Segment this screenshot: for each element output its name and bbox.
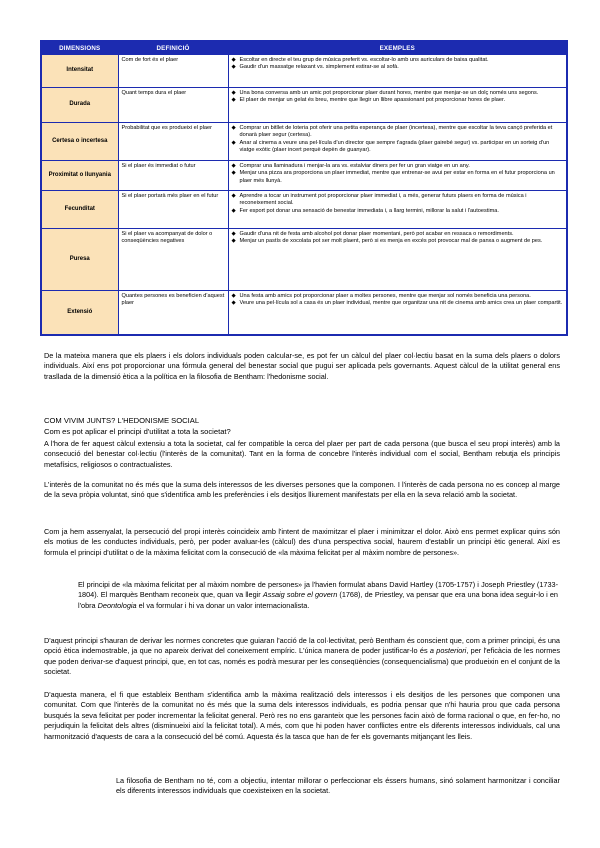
paragraph-text: , per l'eficàcia de les normes que poden derivar-se d'aquest principi, que, en tot cas, només es podrà mesurar per les conseqüències (consequencialisma) que produeixin en el conjunt de la societat. (44, 646, 560, 677)
examples-cell (228, 161, 567, 191)
definition-cell: Probabilitat que es produeixi el plaer (118, 123, 228, 161)
examples-cell (228, 55, 567, 88)
example-item (231, 163, 564, 170)
example-item (231, 238, 564, 245)
paragraph-individual-social: A l'hora de fer aquest càlcul extensiu a tota la societat, cal fer compatible la cerca del plaer per part de cada persona (que busca el seu propi interès) amb la consecució del benestar col·lectiu (l'interès de la comunitat). Tant en la forma de concebre l'interès individual com el social, Bentham rebutja els principis metafísics, religiosos o contractualistes. (44, 439, 560, 469)
example-text: Comprar una llaminadura i menjar-la ara vs. estalviar diners per fer un gran viatge en un any. (239, 163, 470, 169)
header-dimension: DIMENSIONS (41, 41, 118, 55)
dimension-cell: Certesa o incertesa (41, 123, 118, 161)
work-title: Deontologia (97, 600, 137, 610)
examples-cell (228, 88, 567, 123)
example-text: El plaer de menjar un gelat és breu, mentre que llegir un llibre apassionant pot proporcionar hores de plaer. (239, 97, 506, 104)
example-text: Gaudir d'un massatge relaxant vs. simplement estirar-se al sofà. (239, 64, 399, 71)
dimension-cell: Proximitat o llunyania (41, 161, 118, 191)
example-text: Gaudir d'una nit de festa amb alcohol pot donar plaer momentani, però pot acabar en ressaca o remordiments. (239, 231, 514, 237)
definition-cell: Si el plaer portarà més plaer en el futur (118, 191, 228, 229)
bullet-icon: ◆ (231, 57, 236, 63)
table-row (41, 161, 567, 191)
note-text: El principi de «la màxima felicitat per al màxim nombre de persones» ja l'havien formulat abans David Hartley (1705-1757) i Joseph Priestley (1733-1804). El marquès Bentham reconeix que, quan va llegir (78, 580, 558, 600)
example-item (231, 193, 564, 208)
historical-note (78, 580, 558, 611)
examples-cell (228, 291, 567, 335)
bullet-icon: ◆ (231, 125, 236, 131)
bullet-icon: ◆ (231, 97, 236, 104)
example-item (231, 125, 564, 140)
table-container (40, 40, 566, 336)
bullet-icon: ◆ (231, 90, 236, 96)
examples-cell (228, 191, 567, 229)
table-row (41, 229, 567, 291)
dimension-cell: Durada (41, 88, 118, 123)
note-text: el va formular i hi va donar un valor internacionalista. (136, 600, 310, 610)
section-title: COM VIVIM JUNTS? L'HEDONISME SOCIAL (44, 416, 200, 425)
example-text: Menjar una pizza ara proporciona un plaer immediat, mentre que entrenar-se avui per estar en forma en el futur proporciona un plaer més llunyà. (239, 170, 555, 184)
bullet-icon: ◆ (231, 293, 236, 299)
example-text: Fer esport pot donar una sensació de benestar immediata i, a llarg termini, millorar la salut i l'autoestima. (239, 207, 499, 214)
example-item (231, 300, 564, 307)
bullet-icon: ◆ (231, 207, 236, 214)
example-text: Una festa amb amics pot proporcionar plaer a moltes persones, mentre que menjar sol només beneficia una persona. (239, 293, 531, 299)
bullet-icon: ◆ (231, 163, 236, 169)
example-item (231, 90, 564, 97)
examples-cell (228, 229, 567, 291)
section-question: Com es pot aplicar el principi d'utilitat a tota la societat? (44, 427, 231, 436)
example-text: Veure una pel·lícula sol a casa és un plaer individual, mentre que organitzar una nit de cinema amb amics crea un plaer compartit. (239, 300, 563, 307)
definition-cell: Quant temps dura el plaer (118, 88, 228, 123)
bullet-icon: ◆ (231, 231, 236, 237)
paragraph-harmonization: D'aquesta manera, el fi que estableix Bentham s'identifica amb la màxima realització dels interessos i els desitjos de les persones que componen una comunitat. Com que l'interès de la comunitat no és més que la suma dels interessos individuals, es podria pensar que n'hi hauria prou que cada persona busqués la seva felicitat per poder incrementar la felicitat general. Però res no ens garanteix que les persones facin això de forma racional o que, en fer-ho, no perjudiquin la felicitat dels altres (disminueixi així la felicitat total). A més, com que hi poden haver conflictes entre els diferents interessos individuals, cal una harmonització d'aquests de cara a la consecució del bé comú. Aquesta és la tasca que han de fer els governants mitjançant les lleis. (44, 690, 560, 741)
bullet-icon: ◆ (231, 64, 236, 71)
example-text: Anar al cinema a veure una pel·lícula d'un director que sempre t'agrada (plaer gairebé segur) vs. participar en un sorteig d'un viatge exòtic (plaer incert perquè depèn de guanyar). (239, 139, 550, 154)
table-row (41, 55, 567, 88)
bullet-icon: ◆ (231, 193, 236, 199)
bullet-icon: ◆ (231, 170, 236, 177)
header-examples: EXEMPLES (228, 41, 567, 55)
example-text: Aprendre a tocar un instrument pot proporcionar plaer immediat i, a més, generar futurs plaers en forma de música i reconeixement social. (239, 193, 527, 207)
examples-cell (228, 123, 567, 161)
definition-cell: Si el plaer va acompanyat de dolor o conseqüències negatives (118, 229, 228, 291)
emphasis-text: a posteriori (429, 646, 467, 656)
example-item (231, 170, 564, 185)
table-header-row (41, 41, 567, 55)
table-row (41, 123, 567, 161)
example-item (231, 231, 564, 238)
definition-cell: Si el plaer és immediat o futur (118, 161, 228, 191)
dimension-cell: Intensitat (41, 55, 118, 88)
dimension-cell: Fecunditat (41, 191, 118, 229)
table-row (41, 291, 567, 335)
table-row (41, 88, 567, 123)
table-row (41, 191, 567, 229)
closing-statement: La filosofia de Bentham no té, com a objectiu, intentar millorar o perfeccionar els éssers humans, sinó solament harmonitzar i conciliar els diferents interessos individuals que coexisteixen en la societat. (116, 776, 560, 796)
example-text: Menjar un pastís de xocolata pot ser molt plaent, però si es menja en excés pot provocar mal de panxa o augment de pes. (239, 238, 543, 245)
example-item (231, 97, 564, 104)
dimension-cell: Puresa (41, 229, 118, 291)
example-text: Escoltar en directe el teu grup de música preferit vs. escoltar-lo amb uns auriculars de baixa qualitat. (239, 57, 489, 63)
definition-cell: Quantes persones es beneficien d'aquest plaer (118, 291, 228, 335)
work-title: Assaig sobre el govern (262, 590, 338, 600)
paragraph-utility-principle: Com ja hem assenyalat, la persecució del propi interès coincideix amb l'intent de maximitzar el plaer i minimitzar el dolor. Això ens permet explicar quins són els motius de les conductes individuals, però, per poder avaluar-les (càlcul) des d'una perspectiva social, haurem d'establir un principi ètic general. Així es formula el principi d'utilitat o de la màxima felicitat com la consecució de «la màxima felicitat per al màxim nombre de persones». (44, 527, 560, 557)
note-text: (1768), de Priestley, va pensar que era una bona idea seguir-lo i en l'obra (78, 590, 558, 610)
paragraph-community-interest: L'interès de la comunitat no és més que la suma dels interessos de les diverses persones que la componen. I l'interès de cada persona no es concep al marge de la seva pròpia voluntat, sinó que s'identifica amb les preferències i els desitjos lliurement manifestats per ella en la seva relació amb la societat. (44, 480, 560, 500)
bullet-icon: ◆ (231, 139, 236, 146)
paragraph-justification (44, 636, 560, 678)
intro-paragraph: De la mateixa manera que els plaers i els dolors individuals poden calcular-se, es pot fer un càlcul del plaer col·lectiu basat en la suma dels plaers o dolors individuals. Així ens pot proporcionar una fórmula general del benestar social que pugui ser aplicada pels governants. Aquest càlcul de la utilitat general ens trasllada de la dimensió ètica a la política en la filosofia de Bentham: l'hedonisme social. (44, 351, 560, 381)
example-text: Una bona conversa amb un amic pot proporcionar plaer durant hores, mentre que menjar-se un dolç només uns segons. (239, 90, 539, 96)
example-item (231, 208, 564, 215)
example-item (231, 64, 564, 71)
header-definition: DEFINICIÓ (118, 41, 228, 55)
example-text: Comprar un bitllet de loteria pot oferir una petita esperança de plaer (incertesa), mentre que escoltar la teva cançó preferida et donarà plaer segur (certesa). (239, 125, 553, 139)
paragraph-text: D'aquest principi s'hauran de derivar les normes concretes que guiaran l'acció de la col·lectivitat, però Bentham és conscient que, com a primer principi, és una opció ètica indemostrable, ja que no apareix derivat del coneixement empíric. L'única manera de poder justificar-lo és (44, 636, 560, 656)
dimension-cell: Extensió (41, 291, 118, 335)
definition-cell: Com de fort és el plaer (118, 55, 228, 88)
example-item (231, 57, 564, 64)
bullet-icon: ◆ (231, 300, 236, 307)
bullet-icon: ◆ (231, 238, 236, 245)
example-item (231, 293, 564, 300)
hedonic-dimensions-table (40, 40, 568, 336)
example-item (231, 140, 564, 155)
